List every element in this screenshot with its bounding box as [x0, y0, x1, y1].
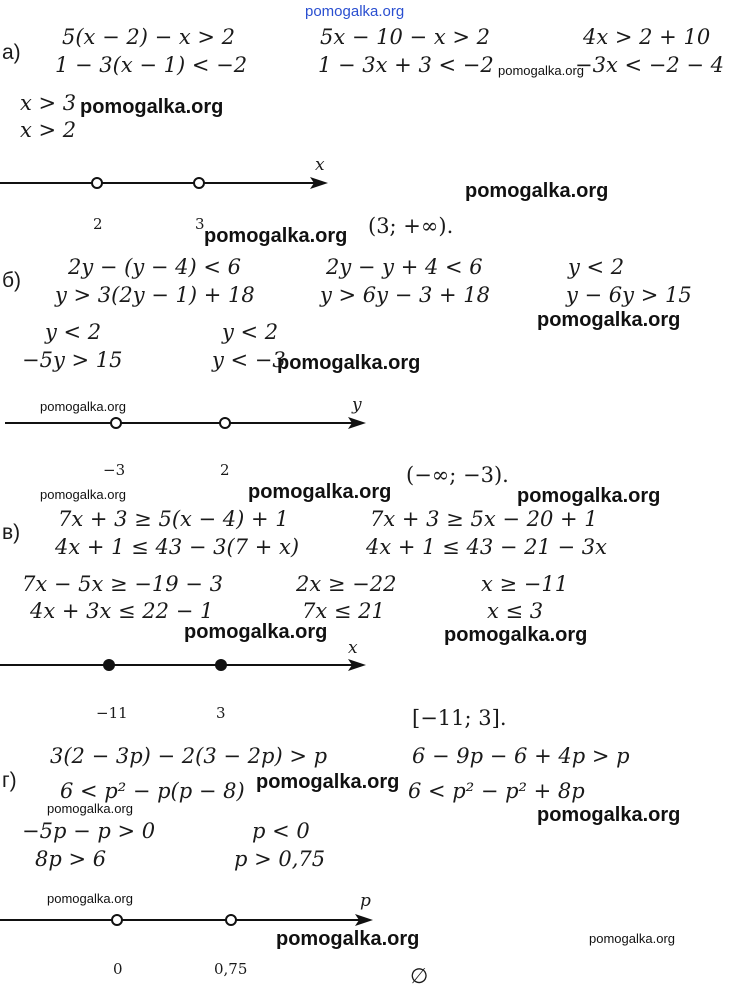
part-v-sys1-line1: 7x + 3 ≥ 5(x − 4) + 1	[58, 507, 289, 531]
part-b-sys2-line1: 2y − y + 4 < 6	[326, 255, 483, 279]
number-line-a	[0, 163, 729, 203]
watermark[interactable]: pomogalka.org	[277, 352, 421, 374]
part-g-sys3-line1: −5p − p > 0	[22, 819, 156, 843]
part-v-sys1-line2: 4x + 1 ≤ 43 − 3(7 + x)	[55, 535, 300, 559]
part-b-label: б)	[2, 269, 22, 292]
filled-point-3	[215, 659, 227, 671]
tick-label-2: 2	[93, 215, 103, 233]
part-b-sys5-line2: y < −3	[212, 348, 286, 372]
part-g-sys1-line1: 3(2 − 3p) − 2(3 − 2p) > p	[50, 744, 328, 768]
watermark[interactable]: pomogalka.org	[537, 309, 681, 331]
part-g-sys2-line2: 6 < p² − p² + 8p	[408, 779, 585, 803]
part-g-sys1-line2: 6 < p² − p(p − 8)	[60, 779, 245, 803]
part-b-sys4-line2: −5y > 15	[22, 348, 123, 372]
part-b-sys3-line1: y < 2	[568, 255, 625, 279]
tick-label-3: 3	[216, 704, 226, 722]
part-g-sys4-line2: p > 0,75	[234, 847, 326, 871]
open-point-minus-3	[111, 418, 121, 428]
number-line-v	[0, 645, 729, 685]
part-a-sys1-line1: 5(x − 2) − x > 2	[62, 25, 235, 49]
axis-variable-v: x	[348, 638, 358, 658]
watermark[interactable]: pomogalka.org	[444, 624, 588, 646]
part-v-sys4-line2: 7x ≤ 21	[302, 599, 385, 623]
tick-label-2: 2	[220, 461, 230, 479]
part-a-sys3-line1: 4x > 2 + 10	[583, 25, 711, 49]
part-a-sys2-line2: 1 − 3x + 3 < −2	[318, 53, 494, 77]
part-v-sys3-line2: 4x + 3x ≤ 22 − 1	[30, 599, 214, 623]
tick-label-minus-11: −11	[96, 704, 128, 722]
tick-label-3: 3	[195, 215, 205, 233]
watermark[interactable]: pomogalka.org	[517, 485, 661, 507]
watermark[interactable]: pomogalka.org	[40, 399, 126, 414]
watermark[interactable]: pomogalka.org	[256, 771, 400, 793]
watermark[interactable]: pomogalka.org	[80, 96, 224, 118]
part-b-answer: (−∞; −3).	[406, 463, 509, 487]
part-v-sys2-line1: 7x + 3 ≥ 5x − 20 + 1	[370, 507, 598, 531]
part-b-sys2-line2: y > 6y − 3 + 18	[320, 283, 491, 307]
part-a-sys2-line1: 5x − 10 − x > 2	[320, 25, 490, 49]
part-v-sys2-line2: 4x + 1 ≤ 43 − 21 − 3x	[366, 535, 607, 559]
tick-label-minus-3: −3	[103, 461, 126, 479]
part-v-answer: [−11; 3].	[412, 706, 507, 730]
open-point-3	[194, 178, 204, 188]
open-point-2	[92, 178, 102, 188]
part-b-sys5-line1: y < 2	[222, 320, 279, 344]
part-g-sys2-line1: 6 − 9p − 6 + 4p > p	[412, 744, 630, 768]
part-g-sys4-line1: p < 0	[252, 819, 310, 843]
watermark[interactable]: pomogalka.org	[47, 891, 133, 906]
part-g-answer-empty-set: ∅	[410, 964, 429, 988]
part-g-label: г)	[2, 769, 17, 792]
part-b-sys4-line1: y < 2	[45, 320, 102, 344]
watermark[interactable]: pomogalka.org	[589, 931, 675, 946]
part-v-label: в)	[2, 521, 21, 544]
open-point-2	[220, 418, 230, 428]
watermark[interactable]: pomogalka.org	[248, 481, 392, 503]
part-b-sys1-line1: 2y − (y − 4) < 6	[68, 255, 242, 279]
watermark[interactable]: pomogalka.org	[465, 180, 609, 202]
part-g-sys3-line2: 8p > 6	[35, 847, 107, 871]
tick-label-0: 0	[113, 960, 123, 978]
part-a-sys1-line2: 1 − 3(x − 1) < −2	[55, 53, 248, 77]
watermark[interactable]: pomogalka.org	[537, 804, 681, 826]
part-b-sys1-line2: y > 3(2y − 1) + 18	[55, 283, 255, 307]
number-line-b	[0, 403, 729, 443]
part-b-sys3-line2: y − 6y > 15	[566, 283, 692, 307]
watermark[interactable]: pomogalka.org	[47, 801, 133, 816]
watermark-top[interactable]: pomogalka.org	[305, 3, 405, 20]
axis-variable-a: x	[315, 155, 325, 175]
part-v-sys4-line1: 2x ≥ −22	[296, 572, 397, 596]
watermark[interactable]: pomogalka.org	[276, 928, 420, 950]
open-point-0	[112, 915, 122, 925]
part-v-sys3-line1: 7x − 5x ≥ −19 − 3	[22, 572, 223, 596]
part-a-sys3-line2: −3x < −2 − 4	[575, 53, 725, 77]
axis-variable-g: p	[360, 891, 371, 911]
watermark[interactable]: pomogalka.org	[204, 225, 348, 247]
watermark[interactable]: pomogalka.org	[40, 487, 126, 502]
part-a-result-line2: x > 2	[20, 118, 77, 142]
watermark[interactable]: pomogalka.org	[184, 621, 328, 643]
open-point-0-75	[226, 915, 236, 925]
part-a-answer: (3; +∞).	[368, 214, 454, 238]
tick-label-0-75: 0,75	[214, 960, 248, 978]
part-v-sys5-line1: x ≥ −11	[481, 572, 569, 596]
part-a-label: а)	[2, 41, 21, 64]
filled-point-minus-11	[103, 659, 115, 671]
axis-variable-b: y	[352, 395, 362, 415]
watermark[interactable]: pomogalka.org	[498, 63, 584, 78]
part-a-result-line1: x > 3	[20, 91, 77, 115]
part-v-sys5-line2: x ≤ 3	[487, 599, 544, 623]
